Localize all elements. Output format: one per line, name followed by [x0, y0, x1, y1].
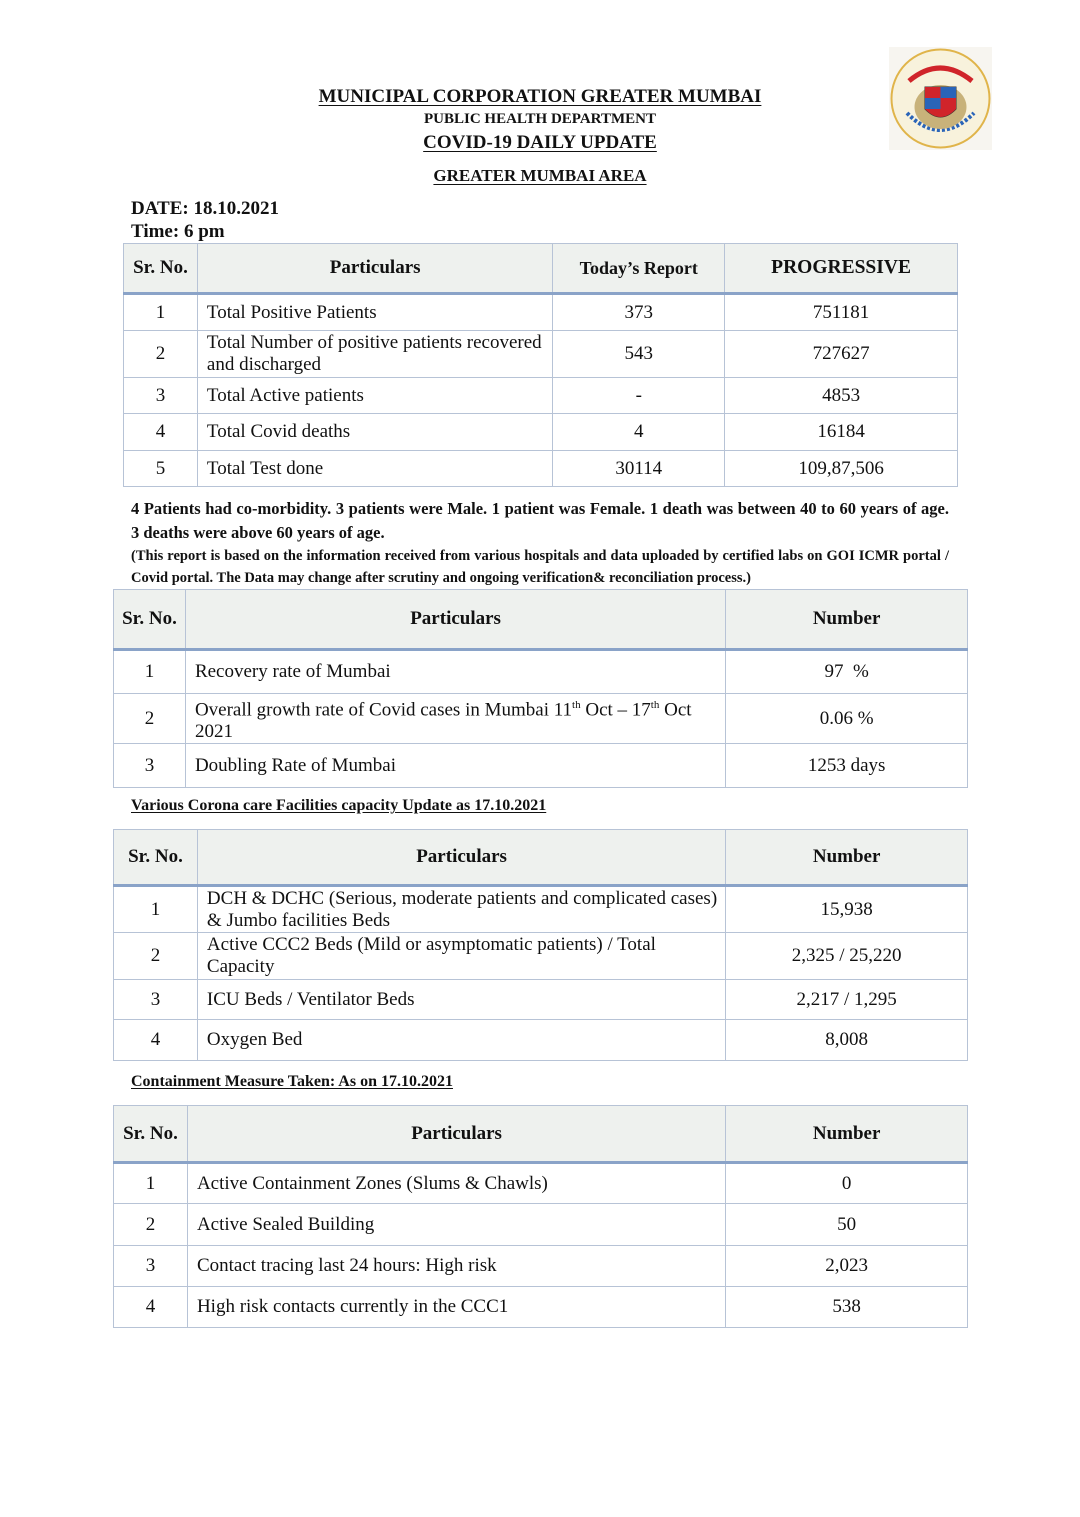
table-header-row	[114, 590, 968, 650]
table-row	[114, 1287, 968, 1328]
cell-particular: Active Sealed Building	[187, 1204, 725, 1246]
cell-particular: Total Covid deaths	[197, 414, 552, 451]
cell-today: -	[553, 378, 725, 414]
cell-particular: Doubling Rate of Mumbai	[185, 744, 725, 788]
organization-text: MUNICIPAL CORPORATION GREATER MUMBAI	[318, 86, 762, 107]
col-header-today: Today’s Report	[553, 244, 725, 294]
col-header-particulars: Particulars	[187, 1106, 725, 1163]
cell-sr: 1	[124, 294, 198, 331]
cell-progressive: 16184	[725, 414, 958, 451]
col-header-particulars: Particulars	[197, 830, 725, 886]
cell-sr: 4	[114, 1287, 188, 1328]
area-title	[0, 166, 1080, 186]
facilities-table	[113, 829, 968, 1061]
col-header-number: Number	[726, 590, 968, 650]
cell-particular: Active Containment Zones (Slums & Chawls)	[187, 1163, 725, 1204]
col-header-particulars: Particulars	[197, 244, 552, 294]
col-header-sr: Sr. No.	[124, 244, 198, 294]
ordinal-suffix: th	[572, 699, 581, 711]
col-header-progressive: PROGRESSIVE	[725, 244, 958, 294]
table-row	[114, 980, 968, 1020]
table-row	[114, 1163, 968, 1204]
table-row	[124, 294, 958, 331]
cell-number: 8,008	[726, 1020, 968, 1061]
cell-particular: Total Test done	[197, 451, 552, 487]
particular-text: Overall growth rate of Covid cases in Mumbai 11	[194, 699, 573, 721]
cell-number: 15,938	[726, 886, 968, 933]
cell-number: 0	[726, 1163, 968, 1204]
cell-particular: High risk contacts currently in the CCC1	[187, 1287, 725, 1328]
table-header-row	[114, 830, 968, 886]
rates-table	[113, 589, 968, 788]
cell-sr: 2	[124, 331, 198, 378]
cell-number: 1253 days	[726, 744, 968, 788]
table-row	[114, 650, 968, 694]
containment-table	[113, 1105, 968, 1328]
table-row	[124, 414, 958, 451]
table-row	[114, 744, 968, 788]
cell-today: 30114	[553, 451, 725, 487]
cell-sr: 1	[114, 650, 186, 694]
facilities-section-title: Various Corona care Facilities capacity Update as 17.10.2021	[131, 797, 547, 814]
col-header-sr: Sr. No.	[114, 590, 186, 650]
ordinal-suffix: th	[650, 699, 660, 711]
cell-sr: 3	[124, 378, 198, 414]
table-header-row	[124, 244, 958, 294]
col-header-number: Number	[726, 830, 968, 886]
cell-particular: Oxygen Bed	[197, 1020, 725, 1061]
cell-number: 2,023	[726, 1246, 968, 1287]
daily-cases-table	[123, 243, 958, 487]
cell-sr: 1	[114, 886, 198, 933]
table-row	[114, 933, 968, 980]
cell-particular: ICU Beds / Ventilator Beds	[197, 980, 725, 1020]
particular-text: Oct 2021	[194, 699, 692, 743]
cell-number: 538	[726, 1287, 968, 1328]
cell-particular: Total Number of positive patients recovered and discharged	[197, 331, 552, 378]
table-row	[114, 886, 968, 933]
cell-particular: Recovery rate of Mumbai	[185, 650, 725, 694]
cell-today: 4	[553, 414, 725, 451]
cell-today: 543	[553, 331, 725, 378]
cell-number: 50	[726, 1204, 968, 1246]
col-header-sr: Sr. No.	[114, 1106, 188, 1163]
cell-particular: Contact tracing last 24 hours: High risk	[187, 1246, 725, 1287]
cell-sr: 2	[114, 933, 198, 980]
report-date: DATE: 18.10.2021	[131, 198, 279, 219]
cell-sr: 3	[114, 744, 186, 788]
table-row	[124, 451, 958, 487]
bmc-emblem-icon	[889, 47, 992, 150]
cell-progressive: 109,87,506	[725, 451, 958, 487]
report-title-text: COVID-19 DAILY UPDATE	[423, 132, 657, 153]
cell-sr: 2	[114, 1204, 188, 1246]
cell-sr: 5	[124, 451, 198, 487]
cell-progressive: 751181	[725, 294, 958, 331]
cell-particular: Total Active patients	[197, 378, 552, 414]
cell-sr: 4	[124, 414, 198, 451]
col-header-particulars: Particulars	[185, 590, 725, 650]
cell-particular: Active CCC2 Beds (Mild or asymptomatic patients) / Total Capacity	[197, 933, 725, 980]
cell-progressive: 4853	[725, 378, 958, 414]
department-title: PUBLIC HEALTH DEPARTMENT	[423, 111, 656, 127]
cell-particular: Total Positive Patients	[197, 294, 552, 331]
cell-progressive: 727627	[725, 331, 958, 378]
col-header-number: Number	[726, 1106, 968, 1163]
cell-sr: 3	[114, 980, 198, 1020]
cell-number: 2,217 / 1,295	[726, 980, 968, 1020]
col-header-sr: Sr. No.	[114, 830, 198, 886]
cell-number: 0.06 %	[726, 694, 968, 744]
table-header-row	[114, 1106, 968, 1163]
cell-number: 97 %	[726, 650, 968, 694]
cell-sr: 4	[114, 1020, 198, 1061]
table-row	[114, 1246, 968, 1287]
area-title-text: GREATER MUMBAI AREA	[433, 166, 647, 185]
table-row	[124, 331, 958, 378]
table-row	[124, 378, 958, 414]
containment-section-title: Containment Measure Taken: As on 17.10.2021	[131, 1073, 453, 1090]
cell-sr: 2	[114, 694, 186, 744]
particular-text: Oct – 17	[580, 699, 651, 721]
table-row	[114, 1204, 968, 1246]
table-row	[114, 1020, 968, 1061]
cell-number: 2,325 / 25,220	[726, 933, 968, 980]
cell-particular: DCH & DCHC (Serious, moderate patients and complicated cases) & Jumbo facilities Beds	[197, 886, 725, 933]
cell-particular	[185, 694, 725, 744]
deaths-note: 4 Patients had co-morbidity. 3 patients were Male. 1 patient was Female. 1 death was between 40 to 60 years of age. 3 deaths were above 60 years of age.	[131, 499, 949, 542]
cell-today: 373	[553, 294, 725, 331]
table-row	[114, 694, 968, 744]
cell-sr: 1	[114, 1163, 188, 1204]
cell-sr: 3	[114, 1246, 188, 1287]
disclaimer-note: (This report is based on the information received from various hospitals and data uploaded by certified labs on GOI ICMR portal / Covid portal. The Data may change after scrutiny and ongoing verification& reconciliation process.)	[131, 548, 949, 586]
report-time: Time: 6 pm	[131, 221, 225, 242]
